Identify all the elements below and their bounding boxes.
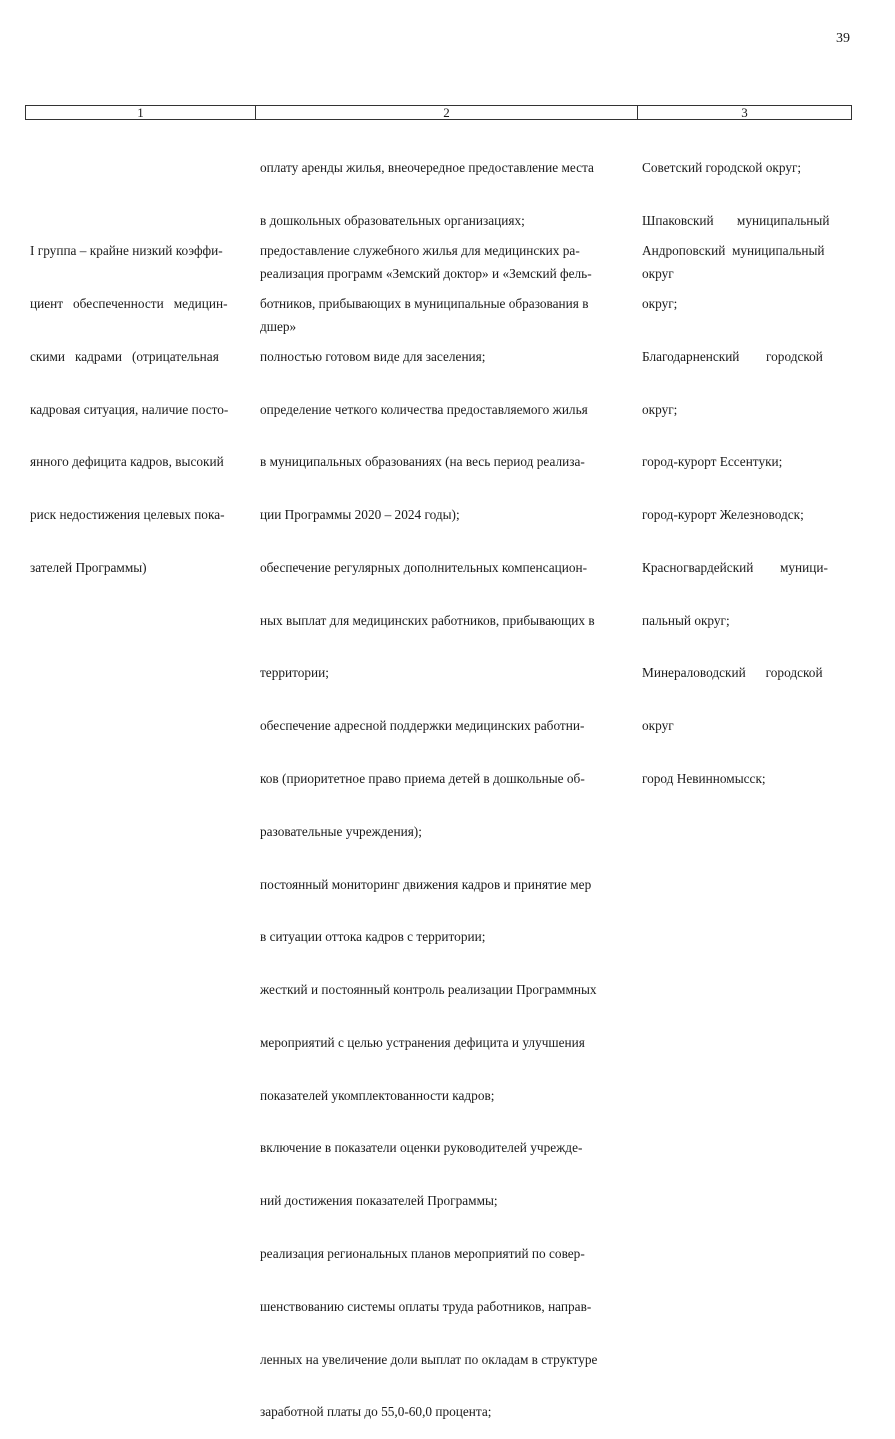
text-line: ботников, прибывающих в муниципальные образования в bbox=[260, 295, 589, 311]
text-line: янного дефицита кадров, высокий bbox=[30, 454, 224, 470]
text-line: Советский городской округ; bbox=[642, 160, 802, 176]
text-line: в дошкольных образовательных организациях; bbox=[260, 212, 525, 228]
text-line: территории; bbox=[260, 665, 329, 681]
text-line: в муниципальных образованиях (на весь период реализа- bbox=[260, 454, 585, 470]
group-1-territories bbox=[642, 207, 848, 805]
text-line: постоянный мониторинг движения кадров и принятие мер bbox=[260, 876, 592, 892]
table-header-cell-1: 1 bbox=[26, 106, 256, 119]
text-line: город-курорт Железноводск; bbox=[642, 507, 804, 523]
text-line: мероприятий с целью устранения дефицита и улучшения bbox=[260, 1034, 585, 1050]
text-line: Красногвардейский муници- bbox=[642, 559, 828, 575]
text-line: ний достижения показателей Программы; bbox=[260, 1193, 498, 1209]
text-line: скими кадрами (отрицательная bbox=[30, 348, 219, 364]
text-line: обеспечение адресной поддержки медицинских работни- bbox=[260, 718, 585, 734]
table-header-row bbox=[25, 105, 852, 120]
text-line: ленных на увеличение доли выплат по окладам в структуре bbox=[260, 1351, 598, 1367]
text-line: риск недостижения целевых пока- bbox=[30, 507, 225, 523]
text-line: полностью готовом виде для заселения; bbox=[260, 348, 486, 364]
text-line: Минераловодский городской bbox=[642, 665, 823, 681]
text-line: округ bbox=[642, 265, 674, 281]
text-line: кадровая ситуация, наличие посто- bbox=[30, 401, 229, 417]
text-line: определение четкого количества предоставляемого жилья bbox=[260, 401, 588, 417]
text-line: I группа – крайне низкий коэффи- bbox=[30, 243, 223, 259]
text-line: пальный округ; bbox=[642, 612, 730, 628]
text-line: зателей Программы) bbox=[30, 559, 147, 575]
table-header-cell-3: 3 bbox=[741, 105, 748, 120]
text-line: округ bbox=[642, 718, 674, 734]
text-line: циент обеспеченности медицин- bbox=[30, 295, 228, 311]
text-line: ции Программы 2020 – 2024 годы); bbox=[260, 507, 460, 523]
text-line: оплату аренды жилья, внеочередное предоставление места bbox=[260, 160, 594, 176]
text-line: ков (приоритетное право приема детей в дошкольные об- bbox=[260, 771, 585, 786]
text-line: показателей укомплектованности кадров; bbox=[260, 1087, 495, 1103]
group-1-description bbox=[30, 207, 254, 594]
text-line: ных выплат для медицинских работников, прибывающих в bbox=[260, 612, 595, 628]
text-line: округ; bbox=[642, 295, 678, 311]
text-line: город-курорт Ессентуки; bbox=[642, 454, 783, 470]
text-line: Благодарненский городской bbox=[642, 348, 823, 364]
text-line: реализация региональных планов мероприятий по совер- bbox=[260, 1246, 585, 1262]
text-line: реализация программ «Земский доктор» и «Земский фель- bbox=[260, 265, 592, 281]
text-line: предоставление служебного жилья для медицинских ра- bbox=[260, 243, 580, 259]
text-line: Шпаковский муниципальный bbox=[642, 212, 830, 228]
group-1-measures bbox=[260, 207, 634, 1439]
text-line: включение в показатели оценки руководителей учрежде- bbox=[260, 1140, 583, 1156]
text-line: жесткий и постоянный контроль реализации Программных bbox=[260, 982, 597, 998]
text-line: Андроповский муниципальный bbox=[642, 243, 825, 259]
table-header-cell-2: 2 bbox=[256, 106, 638, 119]
text-line: обеспечение регулярных дополнительных компенсацион- bbox=[260, 559, 588, 575]
text-line: город Невинномысск; bbox=[642, 771, 766, 786]
text-line: шенствованию системы оплаты труда работников, направ- bbox=[260, 1298, 592, 1314]
text-line: дшер» bbox=[260, 318, 297, 334]
text-line: в ситуации оттока кадров с территории; bbox=[260, 929, 486, 945]
page-number: 39 bbox=[836, 31, 850, 46]
text-line: заработной платы до 55,0-60,0 процента; bbox=[260, 1404, 492, 1420]
text-line: разовательные учреждения); bbox=[260, 823, 422, 839]
text-line: округ; bbox=[642, 401, 678, 417]
